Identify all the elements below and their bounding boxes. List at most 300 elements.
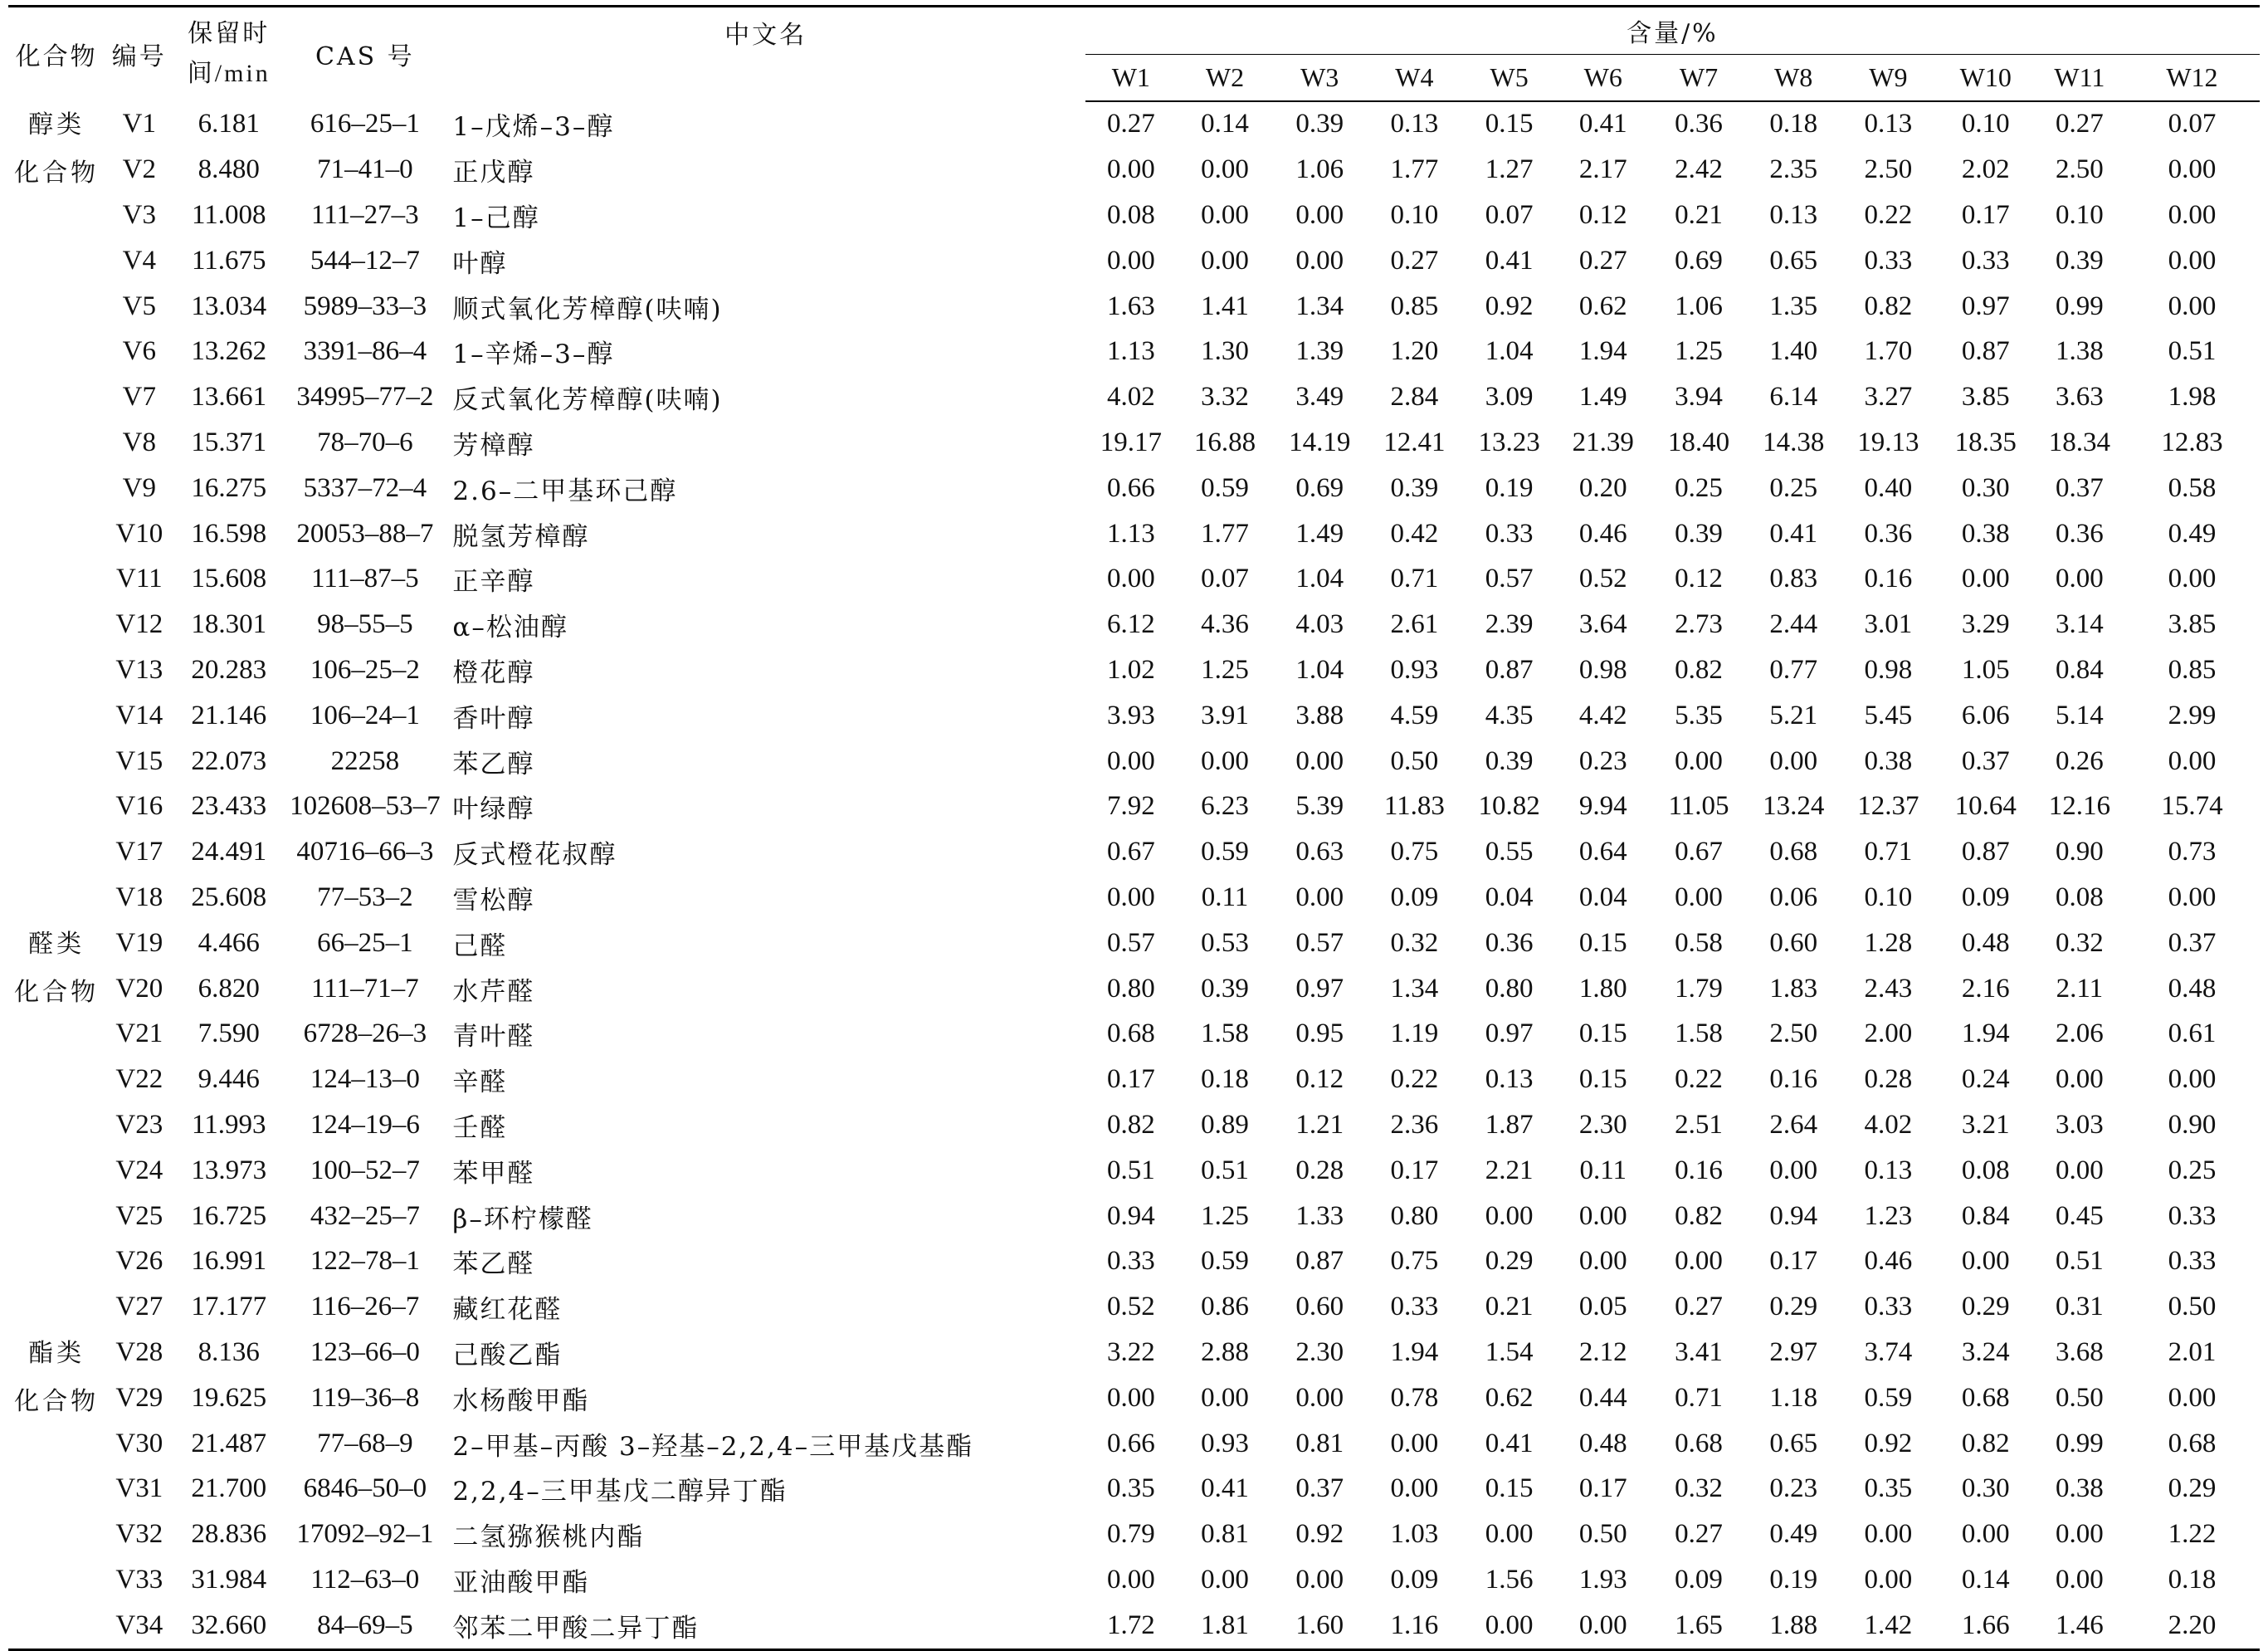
compound-id: V22 — [115, 1064, 163, 1095]
compound-id: V21 — [115, 1018, 163, 1049]
content-value-w4: 0.33 — [1390, 1292, 1439, 1322]
content-value-w12: 0.00 — [2168, 199, 2217, 230]
content-value-w7: 2.42 — [1675, 154, 1723, 185]
compound-id: V15 — [115, 745, 163, 776]
content-value-w7: 0.82 — [1675, 654, 1723, 685]
content-value-w7: 0.69 — [1675, 245, 1723, 276]
cas-number: 77–68–9 — [317, 1428, 413, 1458]
content-value-w9: 0.33 — [1864, 245, 1913, 276]
content-value-w8: 0.23 — [1769, 1473, 1818, 1504]
content-value-w2: 0.53 — [1201, 927, 1249, 958]
content-value-w11: 18.34 — [2048, 427, 2111, 457]
table-row — [8, 1102, 2260, 1148]
content-value-w8: 14.38 — [1763, 427, 1825, 457]
compound-name: 邻苯二甲酸二异丁酯 — [446, 1603, 1085, 1649]
header-sample-w4: W4 — [1366, 55, 1462, 101]
compound-name: 苯乙醛 — [452, 1249, 535, 1280]
content-value-w11: 0.90 — [2056, 837, 2104, 867]
retention-time: 21.487 — [191, 1428, 267, 1458]
content-value-w12: 1.98 — [2168, 382, 2217, 413]
content-value-w2: 0.39 — [1201, 973, 1249, 1004]
content-value-w6: 1.80 — [1578, 973, 1627, 1004]
content-value-w10: 0.17 — [1961, 199, 2010, 230]
compound-name: 叶醇 — [452, 248, 508, 279]
content-value-w2: 0.93 — [1201, 1428, 1249, 1458]
content-value-w11: 0.26 — [2056, 745, 2104, 776]
content-value-w5: 10.82 — [1478, 791, 1540, 822]
content-value-w4: 1.77 — [1390, 154, 1439, 185]
category-cell — [8, 1330, 105, 1649]
content-value-w8: 0.41 — [1769, 518, 1818, 549]
content-value-w3: 0.81 — [1295, 1428, 1344, 1458]
content-value-w3: 0.00 — [1295, 882, 1344, 912]
table-row — [8, 1512, 2260, 1557]
content-value-w1: 0.68 — [1106, 1018, 1155, 1049]
content-value-w10: 0.14 — [1961, 1564, 2010, 1595]
content-value-w8: 13.24 — [1763, 791, 1825, 822]
content-value-w11: 2.50 — [2056, 154, 2104, 185]
content-value-w1: 0.27 — [1106, 109, 1155, 139]
content-value-w9: 0.22 — [1864, 199, 1913, 230]
content-value-w4: 1.20 — [1390, 336, 1439, 367]
content-value-w2: 0.59 — [1201, 1246, 1249, 1277]
content-value-w9: 0.16 — [1864, 564, 1913, 594]
content-value-w2: 1.81 — [1177, 1603, 1273, 1649]
content-value-w11: 0.45 — [2056, 1200, 2104, 1231]
header-sample-w9: W9 — [1840, 55, 1936, 101]
content-value-w2: 0.00 — [1201, 199, 1249, 230]
content-value-w5: 0.00 — [1485, 1200, 1534, 1231]
content-value-w10: 0.00 — [1961, 1519, 2010, 1550]
retention-time: 23.433 — [191, 791, 267, 822]
compound-name: 2,2,4–三甲基戊二醇异丁酯 — [452, 1477, 788, 1507]
cas-number: 6846–50–0 — [303, 1473, 427, 1504]
content-value-w12: 0.00 — [2168, 154, 2217, 185]
content-value-w4: 0.75 — [1390, 837, 1439, 867]
content-value-w4: 0.80 — [1390, 1200, 1439, 1231]
content-value-w2: 0.41 — [1201, 1473, 1249, 1504]
compound-id: V1 — [122, 108, 156, 139]
retention-time: 32.660 — [173, 1603, 284, 1649]
content-value-w1: 19.17 — [1100, 427, 1162, 457]
compound-name: 正戊醇 — [452, 158, 535, 188]
content-value-w3: 0.87 — [1295, 1246, 1344, 1277]
content-value-w2: 0.07 — [1201, 564, 1249, 594]
content-value-w1: 0.00 — [1106, 1564, 1155, 1595]
content-value-w10: 0.30 — [1961, 472, 2010, 503]
content-value-w6: 0.00 — [1556, 1603, 1651, 1649]
table-row — [8, 1194, 2260, 1239]
content-value-w11: 0.36 — [2056, 518, 2104, 549]
content-value-w12: 0.00 — [2168, 564, 2217, 594]
content-value-w3: 0.12 — [1295, 1064, 1344, 1095]
content-value-w10: 0.97 — [1961, 291, 2010, 321]
table-row — [8, 420, 2260, 466]
volatile-compounds-table — [8, 5, 2260, 1651]
content-value-w10: 0.33 — [1961, 245, 2010, 276]
content-value-w2: 0.81 — [1201, 1519, 1249, 1550]
content-value-w5: 0.33 — [1485, 518, 1534, 549]
retention-time: 6.181 — [198, 108, 260, 139]
cas-number: 102608–53–7 — [290, 791, 441, 822]
content-value-w1: 0.94 — [1106, 1200, 1155, 1231]
compound-id: V5 — [122, 291, 156, 321]
content-value-w5: 0.00 — [1485, 1519, 1534, 1550]
content-value-w11: 0.51 — [2056, 1246, 2104, 1277]
content-value-w11: 3.63 — [2056, 382, 2104, 413]
content-value-w9: 0.00 — [1864, 1564, 1913, 1595]
content-value-w3: 0.97 — [1295, 973, 1344, 1004]
content-value-w12: 0.00 — [2168, 1064, 2217, 1095]
cas-number: 106–24–1 — [310, 700, 420, 730]
content-value-w2: 2.88 — [1201, 1336, 1249, 1367]
compound-id: V16 — [115, 791, 163, 822]
content-value-w4: 11.83 — [1383, 791, 1445, 822]
compound-name: 1–己醇 — [452, 203, 540, 233]
cas-number: 432–25–7 — [310, 1200, 420, 1231]
content-value-w10: 3.85 — [1961, 382, 2010, 413]
content-value-w9: 0.13 — [1864, 109, 1913, 139]
content-value-w8: 0.29 — [1769, 1292, 1818, 1322]
header-rt-line1: 保留时 — [188, 19, 271, 49]
content-value-w5: 0.87 — [1485, 654, 1534, 685]
content-value-w8: 1.40 — [1769, 336, 1818, 367]
content-value-w12: 0.07 — [2168, 109, 2217, 139]
content-value-w4: 0.00 — [1390, 1473, 1439, 1504]
compound-id: V26 — [115, 1246, 163, 1277]
content-value-w5: 0.13 — [1485, 1064, 1534, 1095]
content-value-w7: 0.68 — [1675, 1428, 1723, 1458]
retention-time: 17.177 — [191, 1292, 267, 1322]
content-value-w1: 0.17 — [1106, 1064, 1155, 1095]
category-cell — [8, 101, 105, 921]
content-value-w1: 1.02 — [1106, 654, 1155, 685]
content-value-w7: 0.67 — [1675, 837, 1723, 867]
compound-name: 雪松醇 — [452, 885, 535, 916]
content-value-w8: 0.49 — [1769, 1519, 1818, 1550]
table-row — [8, 602, 2260, 647]
content-value-w10: 0.30 — [1961, 1473, 2010, 1504]
content-value-w1: 6.12 — [1106, 609, 1155, 640]
content-value-w9: 19.13 — [1857, 427, 1919, 457]
content-value-w6: 0.48 — [1578, 1428, 1627, 1458]
content-value-w12: 2.99 — [2168, 700, 2217, 730]
compound-name: 1–戊烯–3–醇 — [452, 111, 615, 142]
content-value-w10: 2.16 — [1961, 973, 2010, 1004]
table-row — [8, 1238, 2260, 1284]
content-value-w7: 1.06 — [1675, 291, 1723, 321]
content-value-w7: 18.40 — [1667, 427, 1730, 457]
content-value-w6: 0.15 — [1578, 1064, 1627, 1095]
content-value-w6: 1.49 — [1578, 382, 1627, 413]
content-value-w10: 3.21 — [1961, 1109, 2010, 1140]
header-retention-time — [173, 7, 284, 101]
content-value-w12: 0.85 — [2168, 654, 2217, 685]
content-value-w8: 0.60 — [1769, 927, 1818, 958]
cas-number: 112–63–0 — [310, 1564, 420, 1595]
content-value-w5: 0.19 — [1485, 472, 1534, 503]
content-value-w4: 1.94 — [1390, 1336, 1439, 1367]
retention-time: 9.446 — [198, 1064, 260, 1095]
content-value-w11: 0.32 — [2056, 927, 2104, 958]
content-value-w8: 2.44 — [1769, 609, 1818, 640]
retention-time: 19.625 — [191, 1382, 267, 1413]
content-value-w12: 0.00 — [2168, 291, 2217, 321]
compound-name: 青叶醛 — [452, 1022, 535, 1053]
table-row — [8, 966, 2260, 1012]
compound-id: V27 — [115, 1292, 163, 1322]
content-value-w6: 3.64 — [1578, 609, 1627, 640]
content-value-w3: 0.00 — [1295, 1564, 1344, 1595]
content-value-w11: 3.03 — [2056, 1109, 2104, 1140]
compound-name: 己酸乙酯 — [452, 1340, 563, 1370]
content-value-w7: 1.58 — [1675, 1018, 1723, 1049]
content-value-w9: 1.28 — [1864, 927, 1913, 958]
content-value-w2: 1.25 — [1201, 654, 1249, 685]
content-value-w11: 0.00 — [2056, 564, 2104, 594]
content-value-w6: 0.17 — [1578, 1473, 1627, 1504]
content-value-w2: 0.14 — [1201, 109, 1249, 139]
content-value-w4: 1.34 — [1390, 973, 1439, 1004]
content-value-w8: 5.21 — [1769, 700, 1818, 730]
retention-time: 15.371 — [191, 427, 267, 457]
compound-id: V11 — [116, 564, 163, 594]
header-sample-w5: W5 — [1463, 55, 1556, 101]
retention-time: 13.973 — [191, 1155, 267, 1185]
content-value-w6: 0.27 — [1578, 245, 1627, 276]
content-value-w5: 3.09 — [1485, 382, 1534, 413]
content-value-w1: 0.00 — [1106, 245, 1155, 276]
content-value-w10: 1.94 — [1961, 1018, 2010, 1049]
content-value-w6: 21.39 — [1572, 427, 1634, 457]
content-value-w8: 0.68 — [1769, 837, 1818, 867]
content-value-w3: 0.00 — [1295, 745, 1344, 776]
table-row — [8, 1011, 2260, 1057]
content-value-w3: 1.04 — [1295, 564, 1344, 594]
content-value-w1: 4.02 — [1106, 382, 1155, 413]
content-value-w9: 0.28 — [1864, 1064, 1913, 1095]
content-value-w4: 0.75 — [1390, 1246, 1439, 1277]
table-row — [8, 1330, 2260, 1375]
content-value-w6: 0.64 — [1578, 837, 1627, 867]
cas-number: 124–13–0 — [310, 1064, 420, 1095]
content-value-w8: 2.50 — [1769, 1018, 1818, 1049]
content-value-w10: 0.08 — [1961, 1155, 2010, 1185]
compound-id: V2 — [122, 154, 156, 185]
content-value-w6: 0.62 — [1578, 291, 1627, 321]
compound-id: V25 — [115, 1200, 163, 1231]
header-sample-w8: W8 — [1747, 55, 1840, 101]
content-value-w4: 0.17 — [1390, 1155, 1439, 1185]
content-value-w12: 1.22 — [2168, 1519, 2217, 1550]
content-value-w12: 15.74 — [2161, 791, 2223, 822]
category-label-line2: 化合物 — [14, 977, 100, 1007]
content-value-w9: 12.37 — [1857, 791, 1919, 822]
content-value-w9: 0.36 — [1864, 518, 1913, 549]
content-value-w6: 4.42 — [1578, 700, 1627, 730]
retention-time: 16.725 — [191, 1200, 267, 1231]
cas-number: 111–71–7 — [311, 973, 419, 1004]
content-value-w5: 0.57 — [1485, 564, 1534, 594]
header-rt-line2: 间/min — [187, 60, 271, 88]
table-row — [8, 739, 2260, 784]
content-value-w10: 3.24 — [1961, 1336, 2010, 1367]
compound-name: 亚油酸甲酯 — [452, 1567, 590, 1598]
content-value-w4: 0.32 — [1390, 927, 1439, 958]
cas-number: 6728–26–3 — [303, 1018, 427, 1049]
content-value-w4: 0.42 — [1390, 518, 1439, 549]
table-row — [8, 556, 2260, 602]
header-id: 编号 — [105, 7, 173, 101]
content-value-w11: 0.84 — [2056, 654, 2104, 685]
content-value-w4: 1.19 — [1390, 1018, 1439, 1049]
content-value-w10: 0.82 — [1961, 1428, 2010, 1458]
content-value-w9: 0.00 — [1864, 1519, 1913, 1550]
content-value-w5: 0.15 — [1485, 1473, 1534, 1504]
content-value-w5: 0.36 — [1485, 927, 1534, 958]
table-row — [8, 511, 2260, 557]
content-value-w5: 0.92 — [1485, 291, 1534, 321]
header-sample-w1: W1 — [1085, 55, 1177, 101]
content-value-w2: 0.00 — [1201, 1564, 1249, 1595]
content-value-w6: 0.12 — [1578, 199, 1627, 230]
content-value-w12: 0.73 — [2168, 837, 2217, 867]
content-value-w1: 0.00 — [1106, 564, 1155, 594]
table-row — [8, 329, 2260, 374]
compound-id: V33 — [115, 1564, 163, 1595]
content-value-w8: 0.13 — [1769, 199, 1818, 230]
compound-id: V10 — [115, 518, 163, 549]
table-row — [8, 101, 2260, 148]
retention-time: 4.466 — [198, 927, 260, 958]
content-value-w10: 0.24 — [1961, 1064, 2010, 1095]
content-value-w2: 0.59 — [1201, 472, 1249, 503]
content-value-w8: 0.65 — [1769, 1428, 1818, 1458]
content-value-w3: 0.60 — [1295, 1292, 1344, 1322]
content-value-w7: 5.35 — [1675, 700, 1723, 730]
compound-id: V20 — [115, 973, 163, 1004]
content-value-w12: 2.01 — [2168, 1336, 2217, 1367]
content-value-w3: 0.69 — [1295, 472, 1344, 503]
compound-name: 水杨酸甲酯 — [452, 1385, 590, 1416]
content-value-w11: 0.37 — [2056, 472, 2104, 503]
content-value-w5: 0.39 — [1485, 745, 1534, 776]
compound-name: 芳樟醇 — [452, 430, 535, 461]
content-value-w4: 12.41 — [1383, 427, 1446, 457]
content-value-w12: 0.51 — [2168, 336, 2217, 367]
content-value-w12: 0.33 — [2168, 1200, 2217, 1231]
cas-number: 40716–66–3 — [296, 837, 434, 867]
content-value-w6: 0.05 — [1578, 1292, 1627, 1322]
table-row — [8, 1057, 2260, 1102]
category-label-line1: 酯类 — [28, 1339, 85, 1369]
content-value-w7: 0.71 — [1675, 1382, 1723, 1413]
content-value-w3: 1.06 — [1295, 154, 1344, 185]
content-value-w4: 2.61 — [1390, 609, 1439, 640]
content-value-w4: 0.85 — [1390, 291, 1439, 321]
content-value-w7: 0.58 — [1675, 927, 1723, 958]
header-sample-w10: W10 — [1937, 55, 2035, 101]
retention-time: 24.491 — [191, 837, 267, 867]
content-value-w9: 0.46 — [1864, 1246, 1913, 1277]
cas-number: 116–26–7 — [310, 1292, 420, 1322]
content-value-w3: 0.00 — [1295, 1382, 1344, 1413]
retention-time: 13.262 — [191, 336, 267, 367]
content-value-w2: 3.91 — [1201, 700, 1249, 730]
content-value-w7: 0.27 — [1675, 1292, 1723, 1322]
cas-number: 100–52–7 — [310, 1155, 420, 1185]
content-value-w7: 0.00 — [1675, 1246, 1723, 1277]
content-value-w2: 1.25 — [1201, 1200, 1249, 1231]
content-value-w5: 4.35 — [1485, 700, 1534, 730]
content-value-w8: 1.18 — [1769, 1382, 1818, 1413]
content-value-w9: 0.35 — [1864, 1473, 1913, 1504]
content-value-w7: 1.65 — [1651, 1603, 1747, 1649]
content-value-w12: 2.20 — [2124, 1603, 2260, 1649]
content-value-w10: 10.64 — [1954, 791, 2017, 822]
category-label-line2: 化合物 — [14, 158, 100, 188]
content-value-w6: 0.98 — [1578, 654, 1627, 685]
content-value-w12: 0.33 — [2168, 1246, 2217, 1277]
content-value-w10: 0.68 — [1961, 1382, 2010, 1413]
content-value-w10: 0.29 — [1961, 1292, 2010, 1322]
retention-time: 6.820 — [198, 973, 260, 1004]
content-value-w9: 3.01 — [1864, 609, 1913, 640]
content-value-w1: 1.63 — [1106, 291, 1155, 321]
content-value-w4: 0.22 — [1390, 1064, 1439, 1095]
content-value-w1: 0.57 — [1106, 927, 1155, 958]
content-value-w3: 3.88 — [1295, 700, 1344, 730]
content-value-w6: 0.20 — [1578, 472, 1627, 503]
compound-id: V17 — [115, 837, 163, 867]
content-value-w1: 7.92 — [1106, 791, 1155, 822]
content-value-w7: 0.82 — [1675, 1200, 1723, 1231]
retention-time: 16.991 — [191, 1246, 267, 1277]
content-value-w3: 14.19 — [1289, 427, 1351, 457]
content-value-w10: 1.05 — [1961, 654, 2010, 685]
content-value-w9: 1.42 — [1840, 1603, 1936, 1649]
content-value-w9: 2.43 — [1864, 973, 1913, 1004]
retention-time: 21.146 — [191, 700, 267, 730]
content-value-w7: 0.00 — [1675, 745, 1723, 776]
content-value-w7: 3.94 — [1675, 382, 1723, 413]
content-value-w7: 0.00 — [1675, 882, 1723, 912]
cas-number: 20053–88–7 — [296, 518, 434, 549]
content-value-w11: 0.31 — [2056, 1292, 2104, 1322]
content-value-w3: 4.03 — [1295, 609, 1344, 640]
content-value-w1: 0.08 — [1106, 199, 1155, 230]
content-value-w12: 0.61 — [2168, 1018, 2217, 1049]
cas-number: 544–12–7 — [310, 245, 420, 276]
compound-name: 苯甲醛 — [452, 1158, 535, 1189]
content-value-w1: 3.93 — [1106, 700, 1155, 730]
content-value-w5: 1.27 — [1485, 154, 1534, 185]
content-value-w5: 0.41 — [1485, 245, 1534, 276]
retention-time: 25.608 — [191, 882, 267, 912]
compound-id: V28 — [115, 1336, 163, 1367]
content-value-w1: 1.13 — [1106, 336, 1155, 367]
content-value-w6: 2.17 — [1578, 154, 1627, 185]
content-value-w10: 0.00 — [1961, 1246, 2010, 1277]
table-row — [8, 1284, 2260, 1330]
content-value-w12: 0.50 — [2168, 1292, 2217, 1322]
content-value-w5: 2.21 — [1485, 1155, 1534, 1185]
content-value-w5: 0.62 — [1485, 1382, 1534, 1413]
compound-name: 反式氧化芳樟醇(呋喃) — [452, 385, 723, 416]
content-value-w1: 0.35 — [1106, 1473, 1155, 1504]
content-value-w1: 0.00 — [1106, 154, 1155, 185]
content-value-w8: 2.97 — [1769, 1336, 1818, 1367]
